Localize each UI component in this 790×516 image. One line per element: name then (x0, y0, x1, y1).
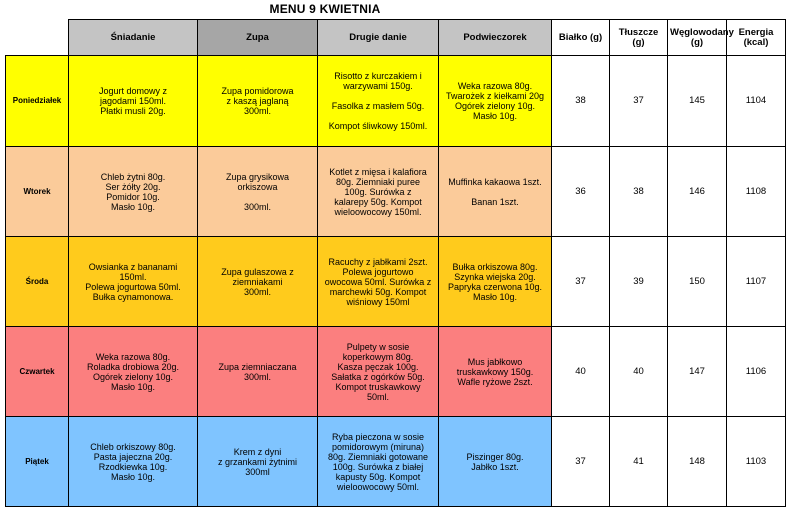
soup-cell (198, 56, 318, 147)
meal-line: 300ml. (243, 371, 271, 382)
day-name-cell: Wtorek (6, 147, 69, 237)
meal-line: 100g. Surówka z białej (332, 461, 424, 472)
meal-line: Ryba pieczona w sosie (331, 431, 425, 442)
menu-table (5, 19, 786, 507)
meal-line: 100g. Surówka z (344, 186, 412, 197)
meal-line: Piszinger 80g. (466, 451, 524, 462)
fat-value: 38 (610, 147, 668, 237)
meal-line: Chleb orkiszowy 80g. (90, 441, 176, 452)
meal-line: z grzankami żytnimi (217, 456, 298, 467)
meal-line: Zupa gulaszowa z (221, 266, 294, 277)
main-cell (318, 56, 439, 147)
fat-value: 37 (610, 56, 668, 147)
meal-line: Wafle ryżowe 2szt. (457, 376, 533, 387)
meal-line: Roladka drobiowa 20g. (86, 361, 180, 372)
meal-line: Zupa grysikowa (225, 171, 290, 182)
meal-line: z kaszą jaglaną (226, 96, 289, 106)
snack-cell (439, 237, 552, 327)
meal-line: 150ml. (119, 271, 147, 282)
day-row (6, 147, 786, 237)
day-name-cell: Piątek (6, 417, 69, 507)
meal-line: pomidorowym (miruna) (331, 441, 425, 452)
meal-line: truskawkowy 150g. (456, 366, 534, 377)
meal-line: Chleb żytni 80g. (100, 171, 166, 182)
day-row (6, 327, 786, 417)
carbs-value: 148 (668, 417, 727, 507)
meal-line: 300ml. (243, 286, 271, 297)
snack-cell (439, 56, 552, 147)
meal-line: Bułka cynamonowa. (92, 291, 174, 302)
meal-line: Szynka wiejska 20g. (454, 271, 536, 282)
meal-line: Ogórek zielony 10g. (92, 371, 174, 382)
line-gap (441, 187, 549, 197)
protein-value: 40 (552, 327, 610, 417)
meal-line: wieloowocowy 50ml. (336, 481, 420, 492)
meal-line: Jogurt domowy z (98, 86, 168, 96)
meal-line: 80g. Ziemniaki gotowane (327, 451, 429, 462)
meal-line: Racuchy z jabłkami 2szt. (328, 256, 428, 267)
energy-value: 1108 (727, 147, 786, 237)
carbs-value: 150 (668, 237, 727, 327)
header-protein: Białko (g) (552, 20, 610, 56)
breakfast-cell (69, 56, 198, 147)
line-gap (320, 91, 436, 101)
carbs-value: 146 (668, 147, 727, 237)
meal-line: Masło 10g. (110, 381, 156, 392)
soup-cell (198, 417, 318, 507)
energy-value: 1103 (727, 417, 786, 507)
meal-line: Mus jabłkowo (467, 356, 523, 367)
meal-line: Masło 10g. (110, 471, 156, 482)
snack-cell (439, 327, 552, 417)
meal-line: Muffinka kakaowa 1szt. (448, 176, 542, 187)
main-cell (318, 327, 439, 417)
protein-value: 37 (552, 417, 610, 507)
meal-line: Masło 10g. (110, 201, 156, 212)
meal-line: wiśniowy 150ml (346, 296, 410, 307)
day-row (6, 237, 786, 327)
menu-title: MENU 9 KWIETNIA (269, 2, 381, 16)
meal-line: koperkowym 80g. (342, 351, 414, 362)
meal-line: Weka razowa 80g. (95, 351, 171, 362)
meal-line: Krem z dyni (233, 446, 282, 457)
line-gap (200, 192, 315, 202)
meal-line: 300ml. (243, 201, 271, 212)
header-main: Drugie danie (318, 20, 439, 56)
fat-value: 41 (610, 417, 668, 507)
day-name-cell: Środa (6, 237, 69, 327)
protein-value: 36 (552, 147, 610, 237)
energy-value: 1106 (727, 327, 786, 417)
soup-cell (198, 237, 318, 327)
breakfast-cell (69, 417, 198, 507)
meal-line: Płatki musli 20g. (100, 106, 166, 116)
meal-line: Bułka orkiszowa 80g. (452, 261, 538, 272)
main-cell (318, 147, 439, 237)
meal-line: Twarożek z kiełkami 20g (445, 91, 545, 101)
meal-line: wieloowocowy 150ml. (334, 206, 422, 217)
day-name-cell: Czwartek (6, 327, 69, 417)
main-cell (318, 237, 439, 327)
fat-value: 40 (610, 327, 668, 417)
meal-line: Kotlet z mięsa i kalafiora (329, 166, 427, 177)
meal-line: Sałatka z ogórków 50g. (331, 371, 425, 382)
protein-value: 38 (552, 56, 610, 147)
header-soup: Zupa (198, 20, 318, 56)
soup-cell (198, 327, 318, 417)
meal-line: 300ml (245, 466, 270, 477)
meal-line: Ser żółty 20g. (105, 181, 161, 192)
breakfast-cell (69, 237, 198, 327)
meal-line: Fasolka z masłem 50g. (331, 101, 425, 111)
meal-line: kalarepy 50g. Kompot (334, 196, 422, 207)
header-carbs: Węglowodany (g) (668, 20, 727, 56)
breakfast-cell (69, 327, 198, 417)
meal-line: Jabłko 1szt. (471, 461, 519, 472)
meal-line: Polewa jogurtowa 50ml. (85, 281, 181, 292)
meal-line: Zupa pomidorowa (221, 86, 294, 96)
meal-line: 50ml. (366, 391, 389, 402)
day-row (6, 56, 786, 147)
meal-line: Pasta jajeczna 20g. (93, 451, 173, 462)
meal-line: Owsianka z bananami (88, 261, 178, 272)
meal-line: marchewki 50g. Kompot (329, 286, 427, 297)
meal-line: ziemniakami (232, 276, 283, 287)
meal-line: kapusty 50g. Kompot (335, 471, 421, 482)
meal-line: orkiszowa (237, 181, 278, 192)
meal-line: Kasza pęczak 100g. (337, 361, 419, 372)
meal-line: 80g. Ziemniaki puree (335, 176, 421, 187)
snack-cell (439, 417, 552, 507)
snack-cell (439, 147, 552, 237)
breakfast-cell (69, 147, 198, 237)
meal-line: Masło 10g. (472, 111, 518, 121)
main-cell (318, 417, 439, 507)
header-breakfast: Śniadanie (69, 20, 198, 56)
meal-line: Kompot truskawkowy (335, 381, 421, 392)
meal-line: Polewa jogurtowo (342, 266, 414, 277)
carbs-value: 147 (668, 327, 727, 417)
corner-cell (6, 20, 69, 56)
meal-line: Zupa ziemniaczana (218, 361, 297, 372)
meal-line: Weka razowa 80g. (457, 81, 533, 91)
meal-line: Kompot śliwkowy 150ml. (328, 121, 428, 131)
meal-line: Rzodkiewka 10g. (98, 461, 168, 472)
header-energy: Energia (kcal) (727, 20, 786, 56)
day-row (6, 417, 786, 507)
energy-value: 1107 (727, 237, 786, 327)
meal-line: owocowa 50ml. Surówka z (324, 276, 432, 287)
meal-line: 300ml. (243, 106, 271, 116)
meal-line: Pulpety w sosie (346, 341, 410, 352)
line-gap (320, 111, 436, 121)
meal-line: warzywami 150g. (343, 81, 413, 91)
soup-cell (198, 147, 318, 237)
energy-value: 1104 (727, 56, 786, 147)
meal-line: Masło 10g. (472, 291, 518, 302)
meal-line: Ogórek zielony 10g. (454, 101, 536, 111)
meal-line: jagodami 150ml. (99, 96, 167, 106)
header-snack: Podwieczorek (439, 20, 552, 56)
meal-line: Risotto z kurczakiem i (334, 71, 422, 81)
fat-value: 39 (610, 237, 668, 327)
day-name-cell: Poniedziałek (6, 56, 69, 147)
meal-line: Papryka czerwona 10g. (447, 281, 543, 292)
header-fat: Tłuszcze (g) (610, 20, 668, 56)
protein-value: 37 (552, 237, 610, 327)
carbs-value: 145 (668, 56, 727, 147)
meal-line: Pomidor 10g. (106, 191, 160, 202)
meal-line: Banan 1szt. (471, 196, 519, 207)
